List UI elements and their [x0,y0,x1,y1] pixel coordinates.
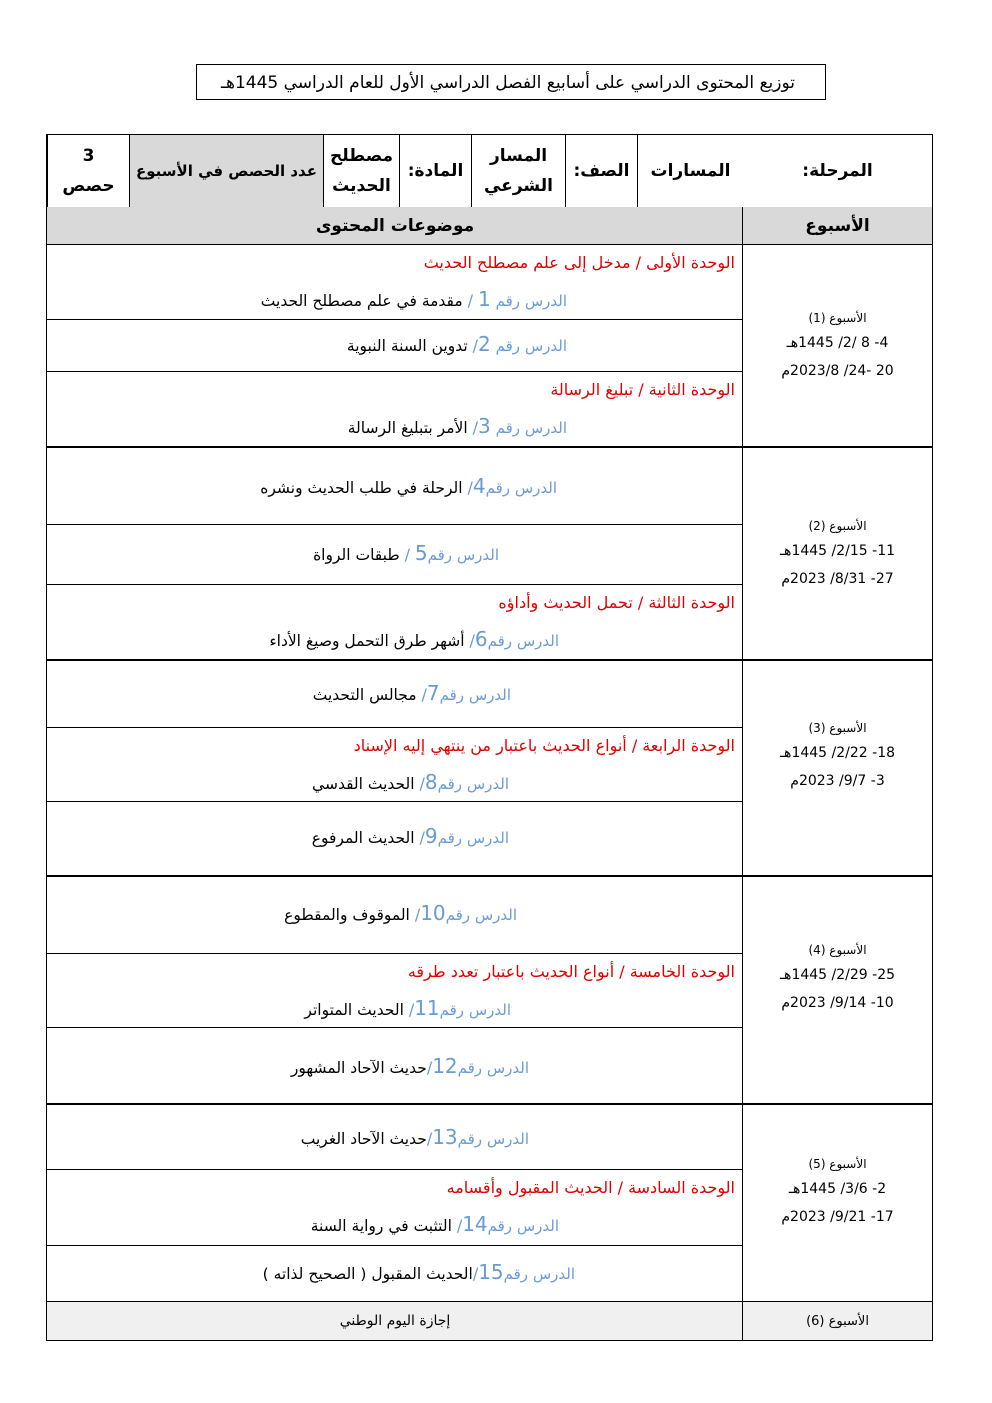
lesson-14: الدرس رقم14/ التثبت في رواية السنة [310,1212,559,1236]
greg-date: 17- 9/21/ 2023م [781,1209,894,1225]
topics-column-header: موضوعات المحتوى [315,215,475,236]
list-item [47,1027,743,1104]
list-item [47,448,743,524]
lesson-7: الدرس رقم7/ مجالس التحديث [312,681,511,705]
week-1-block [46,245,933,447]
list-item [47,524,743,584]
grade-value: المسار الشرعي [471,135,565,207]
week-label: الأسبوع (6) [742,1302,932,1340]
hijri-date: 11- 2/15/ 1445هـ [779,542,896,559]
list-item [47,1169,743,1245]
unit-title: الوحدة السادسة / الحديث المقبول وأقسامه [446,1178,735,1197]
week-label: الأسبوع (3) [808,721,867,735]
week-6-row [46,1301,933,1341]
subject-label: المادة: [399,135,471,207]
hijri-date: 2- 3/6/ 1445هـ [788,1181,887,1197]
unit-title: الوحدة الأولى / مدخل إلى علم مصطلح الحديث [423,253,735,272]
list-item [47,801,743,876]
lesson-8: الدرس رقم8/ الحديث القدسي [312,770,509,794]
holiday-text: إجازة اليوم الوطني [339,1313,451,1329]
week-1-cell [742,245,932,446]
periods-value: 3 حصص [47,135,129,207]
lesson-13: الدرس رقم13/حديث الآحاد الغريب [300,1125,529,1149]
week-3-block [46,661,933,876]
week-label: الأسبوع (2) [808,518,867,533]
unit-title: الوحدة الثانية / تبليغ الرسالة [550,380,735,399]
week-4-cell [742,877,932,1103]
stage-value: المسارات [637,135,743,207]
list-item [47,371,743,447]
greg-date: 27- 8/31/ 2023م [781,570,894,587]
unit-title: الوحدة الرابعة / أنواع الحديث باعتبار من ينتهي إليه الإسناد [353,736,735,755]
list-item [47,319,743,371]
grade-label: الصف: [565,135,637,207]
hijri-date: 4- 8 /2/ 1445هـ [786,334,889,351]
greg-date: 20 -24/ 2023/8م [781,362,894,379]
lesson-6: الدرس رقم6/ أشهر طرق التحمل وصيغ الأداء [269,627,559,651]
list-item [47,1245,743,1302]
unit-title: الوحدة الثالثة / تحمل الحديث وأداؤه [498,593,735,612]
list-item [47,584,743,660]
unit-title: الوحدة الخامسة / أنواع الحديث باعتبار تعدد طرقه [407,962,735,981]
lesson-5: الدرس رقم5 / طبقات الرواة [313,541,499,565]
week-label: الأسبوع (4) [808,943,867,957]
lesson-9: الدرس رقم9/ الحديث المرفوع [311,824,509,848]
lesson-4: الدرس رقم4/ الرحلة في طلب الحديث ونشره [260,474,557,498]
list-item [47,953,743,1027]
week-label: الأسبوع (1) [808,310,867,325]
week-5-cell [742,1105,932,1301]
lesson-12: الدرس رقم12/حديث الآحاد المشهور [290,1054,529,1078]
info-header [46,134,933,208]
page-title: توزيع المحتوى الدراسي على أسابيع الفصل الدراسي الأول للعام الدراسي 1445هـ [196,64,826,100]
lesson-11: الدرس رقم11/ الحديث المتواتر [304,996,511,1020]
week-2-cell [742,448,932,659]
list-item [47,1105,743,1169]
lesson-10: الدرس رقم10/ الموقوف والمقطوع [284,901,517,925]
lesson-15: الدرس رقم15/الحديث المقبول ( الصحيح لذاته ) [262,1260,575,1284]
week-5-block [46,1105,933,1302]
week-3-cell [742,661,932,875]
subject-value: مصطلح الحديث [323,135,399,207]
list-item [47,877,743,953]
hijri-date: 18- 2/22/ 1445هـ [779,745,896,761]
list-item [47,245,743,319]
greg-date: 10- 9/14/ 2023م [781,995,894,1011]
column-headers [46,207,933,245]
lesson-1: الدرس رقم 1 / مقدمة في علم مصطلح الحديث [260,287,567,311]
list-item [47,661,743,727]
stage-label: المرحلة: [802,161,873,181]
hijri-date: 25- 2/29/ 1445هـ [779,967,896,983]
lesson-3: الدرس رقم 3/ الأمر بتبليغ الرسالة [347,414,567,438]
list-item [47,727,743,801]
periods-label: عدد الحصص في الأسبوع [129,135,323,207]
week-2-block [46,448,933,660]
greg-date: 3- 9/7/ 2023م [790,773,885,789]
week-4-block [46,877,933,1104]
week-label: الأسبوع (5) [808,1157,867,1171]
week-column-header: الأسبوع [742,207,932,244]
lesson-2: الدرس رقم 2/ تدوين السنة النبوية [346,332,567,356]
